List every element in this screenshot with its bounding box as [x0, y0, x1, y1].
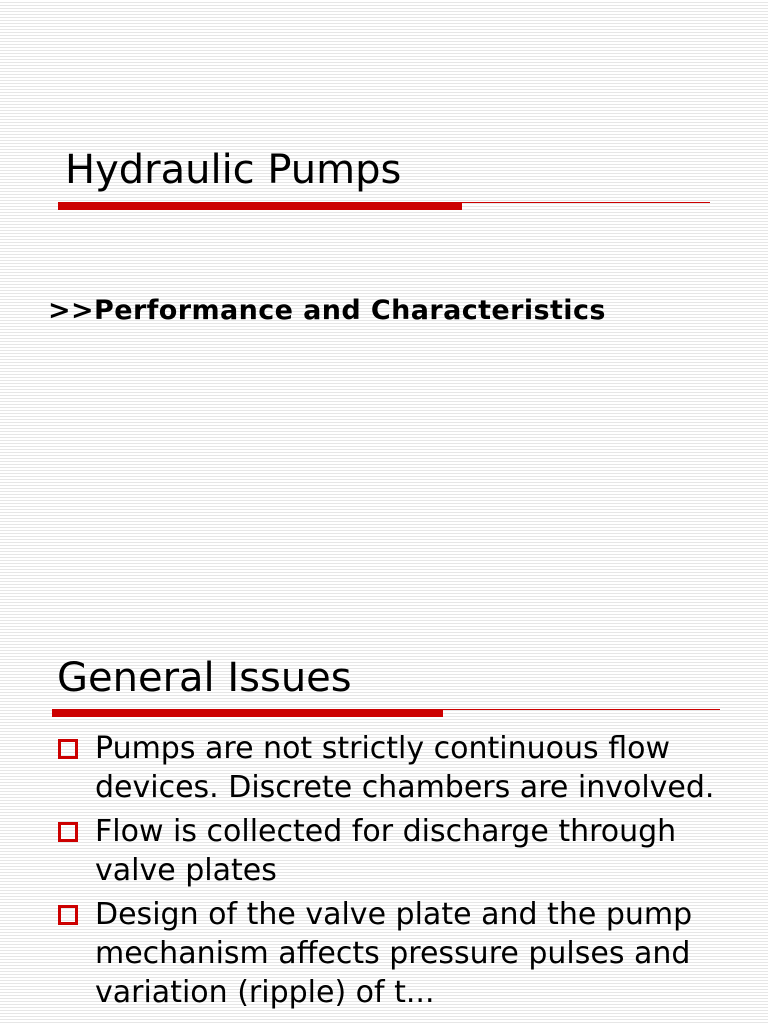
bullet-text: Flow is collected for discharge through valve plates [95, 814, 677, 888]
title-underline-thick [52, 709, 443, 717]
bullet-item [58, 895, 738, 1012]
title-underline-thin [462, 202, 710, 203]
slide-subtitle: >>Performance and Characteristics [48, 295, 606, 326]
square-bullet-icon [58, 739, 78, 759]
bullet-item [58, 729, 738, 807]
bullet-text: Design of the valve plate and the pump mechanism affects pressure pulses and variation (ripple) of t... [95, 897, 693, 1010]
bullet-item [58, 812, 738, 890]
bullet-text: Pumps are not strictly continuous flow devices. Discrete chambers are involved. [95, 731, 715, 805]
title-underline-thick [58, 202, 462, 210]
bullet-list [58, 729, 738, 1017]
square-bullet-icon [58, 905, 78, 925]
square-bullet-icon [58, 822, 78, 842]
title-underline-thin [443, 709, 720, 710]
slide-title-heading: General Issues [57, 655, 352, 701]
slide-title-heading: Hydraulic Pumps [65, 147, 402, 193]
slide-general-issues [0, 512, 768, 1024]
